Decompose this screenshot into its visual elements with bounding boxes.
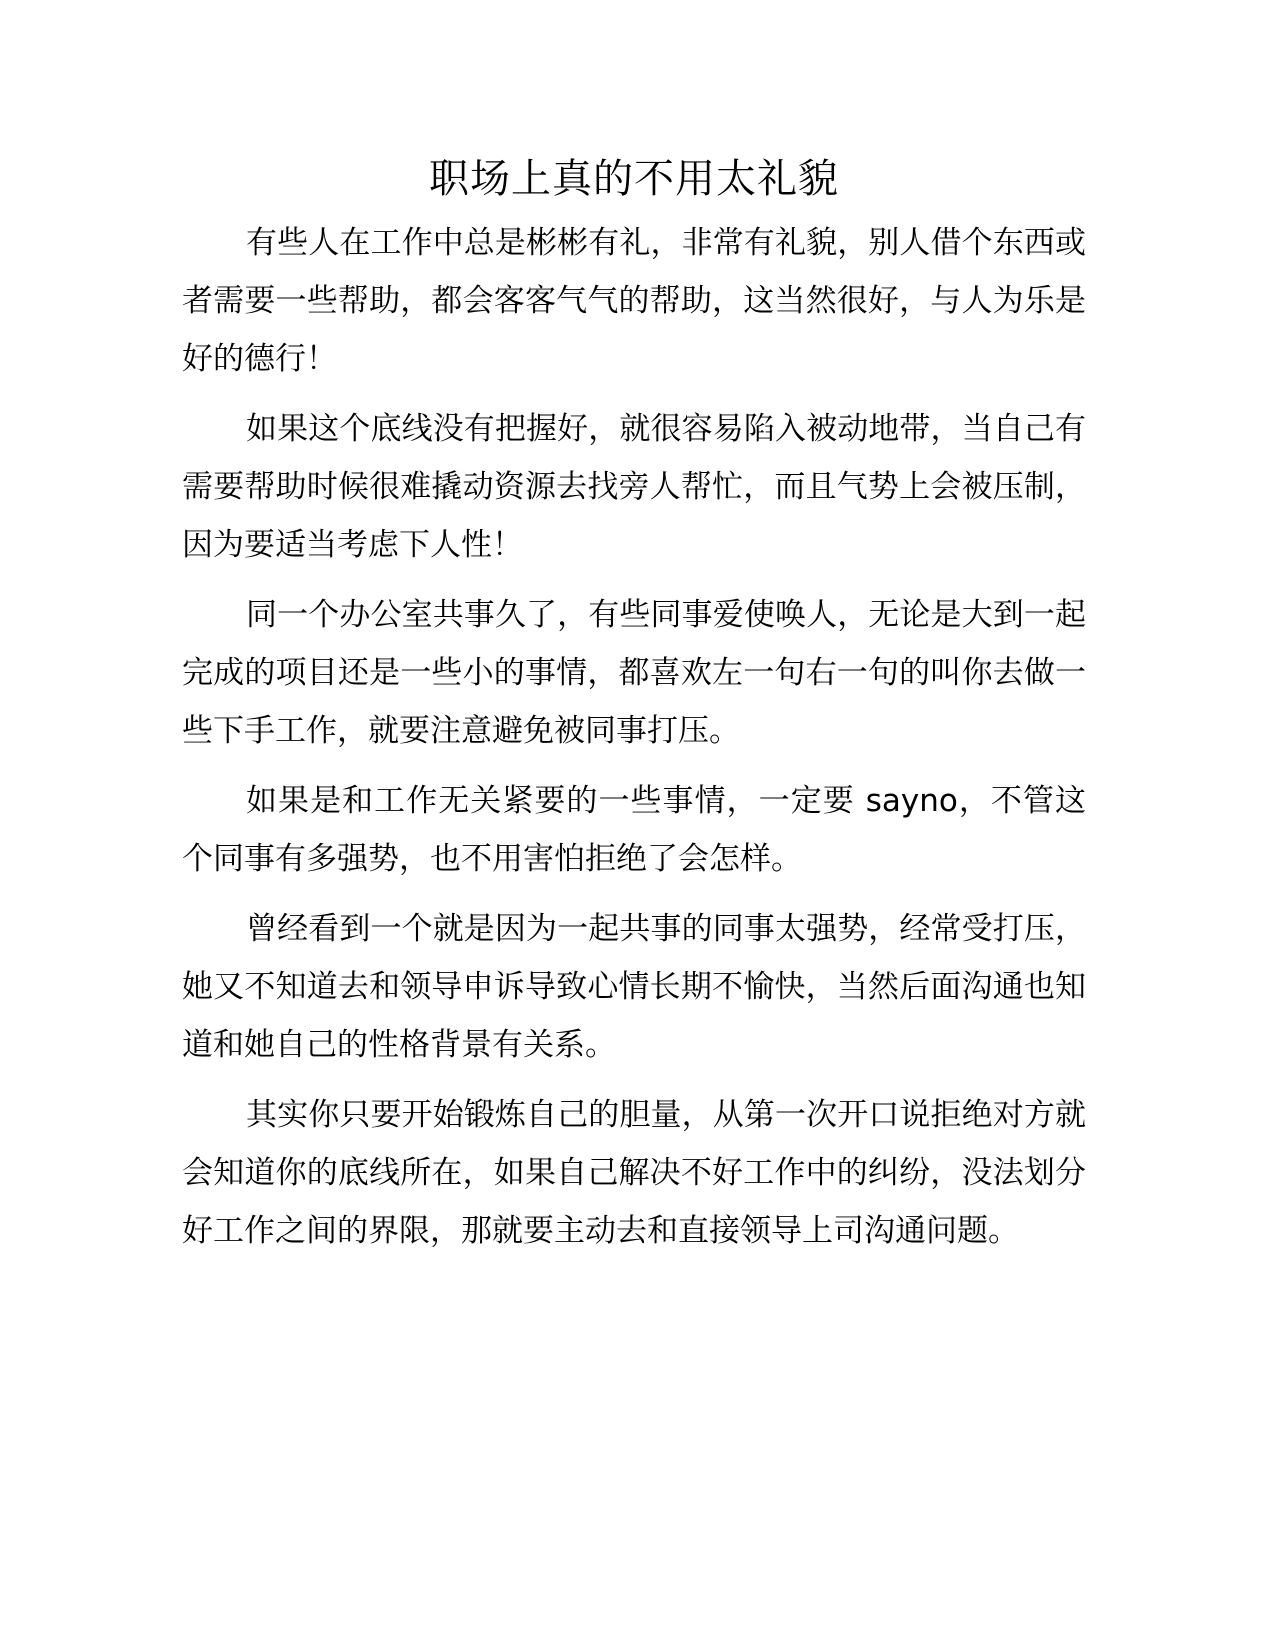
paragraph-2: 如果这个底线没有把握好，就很容易陷入被动地带，当自己有需要帮助时候很难撬动资源去找旁人帮忙，而且气势上会被压制，因为要适当考虑下人性！: [182, 411, 1086, 563]
paragraph-4: 如果是和工作无关紧要的一些事情，一定要 sayno，不管这个同事有多强势，也不用害怕拒绝了会怎样。: [182, 783, 1086, 877]
document-page: [182, 150, 1086, 1272]
paragraph-6: 其实你只要开始锻炼自己的胆量，从第一次开口说拒绝对方就会知道你的底线所在，如果自己解决不好工作中的纠纷，没法划分好工作之间的界限，那就要主动去和直接领导上司沟通问题。: [182, 1097, 1086, 1249]
document-title: 职场上真的不用太礼貌: [429, 156, 839, 202]
paragraph-3: 同一个办公室共事久了，有些同事爱使唤人，无论是大到一起完成的项目还是一些小的事情，都喜欢左一句右一句的叫你去做一些下手工作，就要注意避免被同事打压。: [182, 597, 1086, 749]
paragraph-1: 有些人在工作中总是彬彬有礼，非常有礼貌，别人借个东西或者需要一些帮助，都会客客气气的帮助，这当然很好，与人为乐是好的德行！: [182, 225, 1086, 377]
paragraph-5: 曾经看到一个就是因为一起共事的同事太强势，经常受打压，她又不知道去和领导申诉导致心情长期不愉快，当然后面沟通也知道和她自己的性格背景有关系。: [182, 911, 1086, 1063]
